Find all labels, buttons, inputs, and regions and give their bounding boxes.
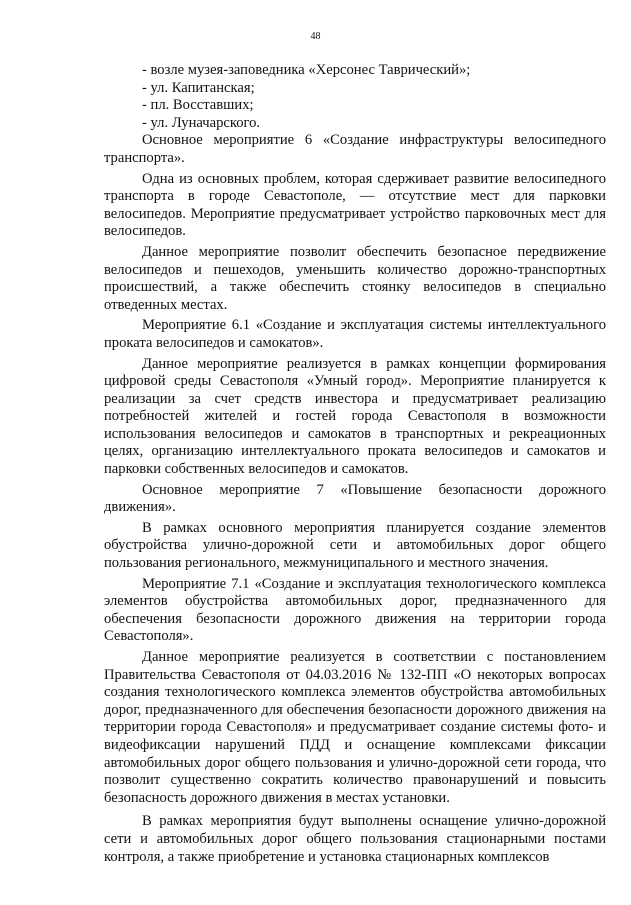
paragraph-measure-6: Основное мероприятие 6 «Создание инфраструктуры велосипедного транспорта». [104, 132, 606, 166]
list-item: - возле музея-заповедника «Херсонес Таврический»; [142, 62, 471, 78]
paragraph-parking-problem: Одна из основных проблем, которая сдерживает развитие велосипедного транспорта в городе Севастополе, — отсутствие мест для парковки велосипедов. Мероприятие предусматривает устройство парковочных мест для велосипедов. [104, 170, 606, 240]
paragraph-road-elements: В рамках основного мероприятия планируется создание элементов обустройства улично-дорожной сети и автомобильных дорог общего пользования регионального, межмуниципального и местного значения. [104, 519, 606, 572]
paragraph-measure-6-1: Мероприятие 6.1 «Создание и эксплуатация системы интеллектуального проката велосипедов и самокатов». [104, 317, 606, 351]
list-item: - пл. Восставших; [142, 97, 254, 114]
list-item: - ул. Капитанская; [142, 79, 255, 96]
paragraph-resolution: Данное мероприятие реализуется в соответствии с постановлением Правительства Севастополя от 04.03.2016 № 132-ПП «О некоторых вопросах создания технологического комплекса элементов обустройства автомобильных дорог, предназначенного для обеспечения безопасности дорожного движения на территории города Севастополя» и предусматривает создание системы фото- и видеофиксации нарушений ПДД и оснащение комплексами фиксации автомобильных дорог общего пользования и улично-дорожной сети города, что позволит существенно сократить количество правонарушений и повысить безопасность дорожного движения в местах установки. [104, 649, 606, 806]
paragraph-measure-7-1: Мероприятие 7.1 «Создание и эксплуатация технологического комплекса элементов обустройства автомобильных дорог, предназначенного для обеспечения безопасности дорожного движения на территории города Севастополя». [104, 575, 606, 645]
paragraph-control-posts: В рамках мероприятия будут выполнены оснащение улично-дорожной сети и автомобильных дорог общего пользования стационарными постами контроля, а также приобретение и установка стационарных комплексов [104, 813, 606, 865]
document-body [104, 62, 606, 866]
paragraph-safety: Данное мероприятие позволит обеспечить безопасное передвижение велосипедов и пешеходов, уменьшить количество дорожно-транспортных происшествий, а также обеспечить стоянку велосипедов в специально отведенных местах. [104, 243, 606, 313]
paragraph-smart-city: Данное мероприятие реализуется в рамках концепции формирования цифровой среды Севастополя «Умный город». Мероприятие планируется к реализации за счет средств инвестора и предусматривает реализацию потребностей жителей и гостей города Севастополя в возможности использования велосипедов и самокатов в транспортных и рекреационных целях, организацию интеллектуального проката велосипедов и самокатов и парковки собственных велосипедов и самокатов. [104, 355, 606, 478]
list-item: - ул. Луначарского. [142, 114, 261, 131]
paragraph-measure-7: Основное мероприятие 7 «Повышение безопасности дорожного движения». [104, 481, 606, 516]
page-number: 48 [310, 31, 321, 42]
